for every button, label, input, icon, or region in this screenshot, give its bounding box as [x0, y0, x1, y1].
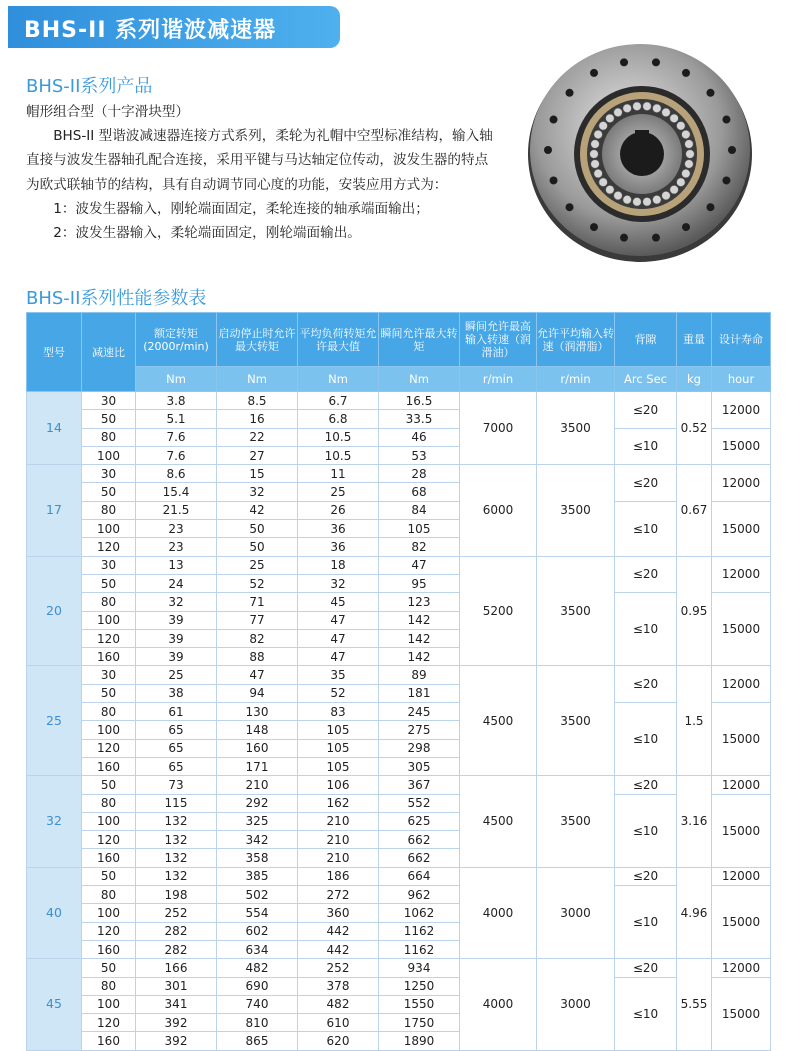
- value-cell: 132: [136, 831, 217, 849]
- value-cell: 94: [217, 684, 298, 702]
- value-cell: 80: [82, 593, 136, 611]
- life-cell: 12000: [712, 556, 771, 593]
- value-cell: 1162: [379, 922, 460, 940]
- table-row: [27, 593, 771, 611]
- value-cell: 181: [379, 684, 460, 702]
- value-cell: 132: [136, 867, 217, 885]
- model-cell: 32: [27, 776, 82, 867]
- value-cell: 52: [298, 684, 379, 702]
- life-cell: 12000: [712, 867, 771, 885]
- value-cell: 502: [217, 886, 298, 904]
- weight-cell: 3.16: [677, 776, 712, 867]
- value-cell: 554: [217, 904, 298, 922]
- value-cell: 8.6: [136, 465, 217, 483]
- value-cell: 100: [82, 446, 136, 464]
- header-cell: 平均负荷转矩允许最大值: [298, 313, 379, 367]
- value-cell: 210: [298, 831, 379, 849]
- value-cell: 30: [82, 556, 136, 574]
- value-cell: 27: [217, 446, 298, 464]
- value-cell: 32: [298, 574, 379, 592]
- value-cell: 46: [379, 428, 460, 446]
- value-cell: 142: [379, 611, 460, 629]
- value-cell: 6.8: [298, 410, 379, 428]
- value-cell: 35: [298, 666, 379, 684]
- value-cell: 30: [82, 666, 136, 684]
- value-cell: 80: [82, 703, 136, 721]
- value-cell: 100: [82, 904, 136, 922]
- header-cell: 瞬间允许最大转矩: [379, 313, 460, 367]
- life-cell: 15000: [712, 977, 771, 1050]
- value-cell: 160: [82, 1032, 136, 1050]
- table-section-title: BHS-II系列性能参数表: [26, 288, 207, 309]
- value-cell: 10.5: [298, 446, 379, 464]
- value-cell: 50: [82, 959, 136, 977]
- value-cell: 25: [298, 483, 379, 501]
- value-cell: 47: [379, 556, 460, 574]
- value-cell: 385: [217, 867, 298, 885]
- value-cell: 47: [217, 666, 298, 684]
- value-cell: 123: [379, 593, 460, 611]
- usage-item-2: 2：波发生器输入，柔轮端面固定，刚轮端面输出。: [53, 225, 361, 242]
- backlash-cell: ≤10: [615, 593, 677, 666]
- value-cell: 810: [217, 1014, 298, 1032]
- header-cell: 设计寿命: [712, 313, 771, 367]
- value-cell: 88: [217, 648, 298, 666]
- harmonic-reducer-image: [525, 36, 755, 266]
- life-cell: 12000: [712, 959, 771, 977]
- max-speed-cell: 4000: [460, 867, 537, 958]
- max-speed-cell: 4500: [460, 776, 537, 867]
- value-cell: 1890: [379, 1032, 460, 1050]
- backlash-cell: ≤10: [615, 428, 677, 465]
- header-cell: 重量: [677, 313, 712, 367]
- value-cell: 16: [217, 410, 298, 428]
- table-header-row: [27, 313, 771, 367]
- backlash-cell: ≤10: [615, 703, 677, 776]
- value-cell: 358: [217, 849, 298, 867]
- value-cell: 7.6: [136, 428, 217, 446]
- table-row: [27, 867, 771, 885]
- value-cell: 120: [82, 629, 136, 647]
- value-cell: 160: [82, 757, 136, 775]
- value-cell: 83: [298, 703, 379, 721]
- value-cell: 210: [298, 812, 379, 830]
- header-cell: 背隙: [615, 313, 677, 367]
- value-cell: 7.6: [136, 446, 217, 464]
- value-cell: 106: [298, 776, 379, 794]
- value-cell: 50: [82, 776, 136, 794]
- value-cell: 26: [298, 501, 379, 519]
- value-cell: 962: [379, 886, 460, 904]
- value-cell: 610: [298, 1014, 379, 1032]
- value-cell: 740: [217, 995, 298, 1013]
- value-cell: 50: [82, 867, 136, 885]
- value-cell: 210: [217, 776, 298, 794]
- backlash-cell: ≤20: [615, 465, 677, 502]
- unit-cell: Nm: [136, 367, 217, 392]
- value-cell: 65: [136, 757, 217, 775]
- product-section-title: BHS-II系列产品: [26, 76, 153, 97]
- value-cell: 68: [379, 483, 460, 501]
- value-cell: 162: [298, 794, 379, 812]
- value-cell: 39: [136, 629, 217, 647]
- value-cell: 71: [217, 593, 298, 611]
- value-cell: 305: [379, 757, 460, 775]
- value-cell: 120: [82, 1014, 136, 1032]
- unit-cell: kg: [677, 367, 712, 392]
- table-row: [27, 465, 771, 483]
- value-cell: 865: [217, 1032, 298, 1050]
- value-cell: 132: [136, 812, 217, 830]
- value-cell: 25: [217, 556, 298, 574]
- header-cell: 减速比: [82, 313, 136, 392]
- value-cell: 100: [82, 611, 136, 629]
- value-cell: 1750: [379, 1014, 460, 1032]
- title-banner: [8, 6, 340, 48]
- value-cell: 664: [379, 867, 460, 885]
- value-cell: 47: [298, 629, 379, 647]
- value-cell: 625: [379, 812, 460, 830]
- value-cell: 84: [379, 501, 460, 519]
- unit-cell: r/min: [537, 367, 615, 392]
- value-cell: 1550: [379, 995, 460, 1013]
- value-cell: 100: [82, 520, 136, 538]
- value-cell: 552: [379, 794, 460, 812]
- value-cell: 105: [298, 721, 379, 739]
- value-cell: 24: [136, 574, 217, 592]
- table-row: [27, 776, 771, 794]
- max-speed-cell: 4000: [460, 959, 537, 1050]
- value-cell: 252: [298, 959, 379, 977]
- header-cell: 允许平均输入转速（润滑脂）: [537, 313, 615, 367]
- value-cell: 80: [82, 886, 136, 904]
- value-cell: 6.7: [298, 392, 379, 410]
- value-cell: 142: [379, 629, 460, 647]
- performance-table-container: [26, 312, 770, 1051]
- value-cell: 11: [298, 465, 379, 483]
- table-row: [27, 703, 771, 721]
- unit-cell: Nm: [217, 367, 298, 392]
- value-cell: 292: [217, 794, 298, 812]
- value-cell: 105: [298, 757, 379, 775]
- table-body: [27, 392, 771, 1051]
- value-cell: 32: [217, 483, 298, 501]
- value-cell: 23: [136, 520, 217, 538]
- value-cell: 602: [217, 922, 298, 940]
- product-description: [26, 100, 496, 245]
- value-cell: 3.8: [136, 392, 217, 410]
- value-cell: 80: [82, 977, 136, 995]
- backlash-cell: ≤10: [615, 977, 677, 1050]
- model-cell: 25: [27, 666, 82, 776]
- value-cell: 30: [82, 392, 136, 410]
- value-cell: 186: [298, 867, 379, 885]
- unit-cell: Arc Sec: [615, 367, 677, 392]
- avg-speed-cell: 3000: [537, 867, 615, 958]
- value-cell: 272: [298, 886, 379, 904]
- weight-cell: 1.5: [677, 666, 712, 776]
- value-cell: 120: [82, 739, 136, 757]
- value-cell: 120: [82, 922, 136, 940]
- value-cell: 341: [136, 995, 217, 1013]
- value-cell: 82: [217, 629, 298, 647]
- value-cell: 662: [379, 831, 460, 849]
- value-cell: 33.5: [379, 410, 460, 428]
- value-cell: 45: [298, 593, 379, 611]
- life-cell: 12000: [712, 776, 771, 794]
- value-cell: 298: [379, 739, 460, 757]
- value-cell: 80: [82, 501, 136, 519]
- avg-speed-cell: 3000: [537, 959, 615, 1050]
- value-cell: 120: [82, 831, 136, 849]
- life-cell: 12000: [712, 392, 771, 429]
- value-cell: 482: [298, 995, 379, 1013]
- model-cell: 20: [27, 556, 82, 666]
- backlash-cell: ≤20: [615, 959, 677, 977]
- backlash-cell: ≤20: [615, 666, 677, 703]
- product-paragraph: BHS-II 型谐波减速器连接方式系列，柔轮为礼帽中空型标准结构，输入轴直接与波发生器轴孔配合连接，采用平键与马达轴定位传动，波发生器的特点为欧式联轴节的结构，具有自动调节同心度的功能，安装应用方式为：: [26, 128, 493, 193]
- unit-cell: Nm: [298, 367, 379, 392]
- value-cell: 95: [379, 574, 460, 592]
- value-cell: 367: [379, 776, 460, 794]
- table-row: [27, 886, 771, 904]
- backlash-cell: ≤20: [615, 867, 677, 885]
- backlash-cell: ≤10: [615, 501, 677, 556]
- backlash-cell: ≤10: [615, 886, 677, 959]
- backlash-cell: ≤20: [615, 776, 677, 794]
- weight-cell: 5.55: [677, 959, 712, 1050]
- avg-speed-cell: 3500: [537, 776, 615, 867]
- value-cell: 1062: [379, 904, 460, 922]
- value-cell: 198: [136, 886, 217, 904]
- value-cell: 115: [136, 794, 217, 812]
- value-cell: 100: [82, 812, 136, 830]
- value-cell: 634: [217, 940, 298, 958]
- value-cell: 80: [82, 428, 136, 446]
- value-cell: 10.5: [298, 428, 379, 446]
- value-cell: 210: [298, 849, 379, 867]
- table-row: [27, 428, 771, 446]
- backlash-cell: ≤10: [615, 794, 677, 867]
- value-cell: 28: [379, 465, 460, 483]
- value-cell: 18: [298, 556, 379, 574]
- value-cell: 378: [298, 977, 379, 995]
- header-cell: 瞬间允许最高输入转速（润滑油）: [460, 313, 537, 367]
- weight-cell: 0.67: [677, 465, 712, 556]
- value-cell: 120: [82, 538, 136, 556]
- unit-cell: Nm: [379, 367, 460, 392]
- value-cell: 77: [217, 611, 298, 629]
- life-cell: 12000: [712, 666, 771, 703]
- value-cell: 36: [298, 520, 379, 538]
- value-cell: 1162: [379, 940, 460, 958]
- value-cell: 39: [136, 611, 217, 629]
- table-row: [27, 794, 771, 812]
- value-cell: 171: [217, 757, 298, 775]
- value-cell: 65: [136, 721, 217, 739]
- value-cell: 1250: [379, 977, 460, 995]
- value-cell: 160: [217, 739, 298, 757]
- value-cell: 50: [217, 520, 298, 538]
- value-cell: 442: [298, 940, 379, 958]
- table-row: [27, 392, 771, 410]
- value-cell: 30: [82, 465, 136, 483]
- value-cell: 100: [82, 995, 136, 1013]
- value-cell: 82: [379, 538, 460, 556]
- value-cell: 50: [82, 483, 136, 501]
- value-cell: 38: [136, 684, 217, 702]
- weight-cell: 4.96: [677, 867, 712, 958]
- model-cell: 17: [27, 465, 82, 556]
- value-cell: 73: [136, 776, 217, 794]
- avg-speed-cell: 3500: [537, 465, 615, 556]
- table-row: [27, 556, 771, 574]
- value-cell: 89: [379, 666, 460, 684]
- value-cell: 934: [379, 959, 460, 977]
- value-cell: 690: [217, 977, 298, 995]
- value-cell: 482: [217, 959, 298, 977]
- header-cell: 型号: [27, 313, 82, 392]
- value-cell: 160: [82, 940, 136, 958]
- value-cell: 21.5: [136, 501, 217, 519]
- life-cell: 15000: [712, 794, 771, 867]
- value-cell: 282: [136, 940, 217, 958]
- value-cell: 61: [136, 703, 217, 721]
- banner-title: BHS-II 系列谐波减速器: [24, 18, 277, 43]
- backlash-cell: ≤20: [615, 556, 677, 593]
- value-cell: 25: [136, 666, 217, 684]
- value-cell: 50: [82, 684, 136, 702]
- avg-speed-cell: 3500: [537, 392, 615, 465]
- value-cell: 16.5: [379, 392, 460, 410]
- table-row: [27, 666, 771, 684]
- value-cell: 5.1: [136, 410, 217, 428]
- value-cell: 100: [82, 721, 136, 739]
- value-cell: 282: [136, 922, 217, 940]
- value-cell: 166: [136, 959, 217, 977]
- value-cell: 142: [379, 648, 460, 666]
- value-cell: 53: [379, 446, 460, 464]
- value-cell: 52: [217, 574, 298, 592]
- backlash-cell: ≤20: [615, 392, 677, 429]
- table-row: [27, 959, 771, 977]
- table-row: [27, 977, 771, 995]
- value-cell: 42: [217, 501, 298, 519]
- table-units-row: [27, 367, 771, 392]
- value-cell: 8.5: [217, 392, 298, 410]
- value-cell: 36: [298, 538, 379, 556]
- weight-cell: 0.52: [677, 392, 712, 465]
- life-cell: 15000: [712, 703, 771, 776]
- max-speed-cell: 5200: [460, 556, 537, 666]
- value-cell: 160: [82, 648, 136, 666]
- value-cell: 80: [82, 794, 136, 812]
- value-cell: 342: [217, 831, 298, 849]
- value-cell: 50: [217, 538, 298, 556]
- value-cell: 65: [136, 739, 217, 757]
- value-cell: 105: [379, 520, 460, 538]
- max-speed-cell: 7000: [460, 392, 537, 465]
- life-cell: 15000: [712, 886, 771, 959]
- value-cell: 105: [298, 739, 379, 757]
- value-cell: 50: [82, 574, 136, 592]
- value-cell: 252: [136, 904, 217, 922]
- performance-table: [26, 312, 771, 1051]
- value-cell: 275: [379, 721, 460, 739]
- value-cell: 32: [136, 593, 217, 611]
- table-row: [27, 501, 771, 519]
- value-cell: 392: [136, 1032, 217, 1050]
- max-speed-cell: 4500: [460, 666, 537, 776]
- usage-item-1: 1：波发生器输入，刚轮端面固定，柔轮连接的轴承端面输出；: [53, 200, 429, 217]
- avg-speed-cell: 3500: [537, 666, 615, 776]
- value-cell: 160: [82, 849, 136, 867]
- value-cell: 245: [379, 703, 460, 721]
- header-cell: 启动停止时允许最大转矩: [217, 313, 298, 367]
- value-cell: 15.4: [136, 483, 217, 501]
- value-cell: 130: [217, 703, 298, 721]
- unit-cell: hour: [712, 367, 771, 392]
- unit-cell: r/min: [460, 367, 537, 392]
- life-cell: 12000: [712, 465, 771, 502]
- value-cell: 50: [82, 410, 136, 428]
- value-cell: 148: [217, 721, 298, 739]
- value-cell: 662: [379, 849, 460, 867]
- value-cell: 47: [298, 648, 379, 666]
- product-subtitle: 帽形组合型（十字滑块型）: [26, 104, 190, 120]
- life-cell: 15000: [712, 593, 771, 666]
- avg-speed-cell: 3500: [537, 556, 615, 666]
- value-cell: 13: [136, 556, 217, 574]
- value-cell: 325: [217, 812, 298, 830]
- value-cell: 47: [298, 611, 379, 629]
- value-cell: 132: [136, 849, 217, 867]
- life-cell: 15000: [712, 428, 771, 465]
- header-cell: 额定转矩 (2000r/min): [136, 313, 217, 367]
- value-cell: 22: [217, 428, 298, 446]
- weight-cell: 0.95: [677, 556, 712, 666]
- model-cell: 40: [27, 867, 82, 958]
- value-cell: 360: [298, 904, 379, 922]
- value-cell: 301: [136, 977, 217, 995]
- value-cell: 23: [136, 538, 217, 556]
- value-cell: 392: [136, 1014, 217, 1032]
- life-cell: 15000: [712, 501, 771, 556]
- model-cell: 14: [27, 392, 82, 465]
- value-cell: 39: [136, 648, 217, 666]
- model-cell: 45: [27, 959, 82, 1050]
- value-cell: 15: [217, 465, 298, 483]
- max-speed-cell: 6000: [460, 465, 537, 556]
- value-cell: 620: [298, 1032, 379, 1050]
- value-cell: 442: [298, 922, 379, 940]
